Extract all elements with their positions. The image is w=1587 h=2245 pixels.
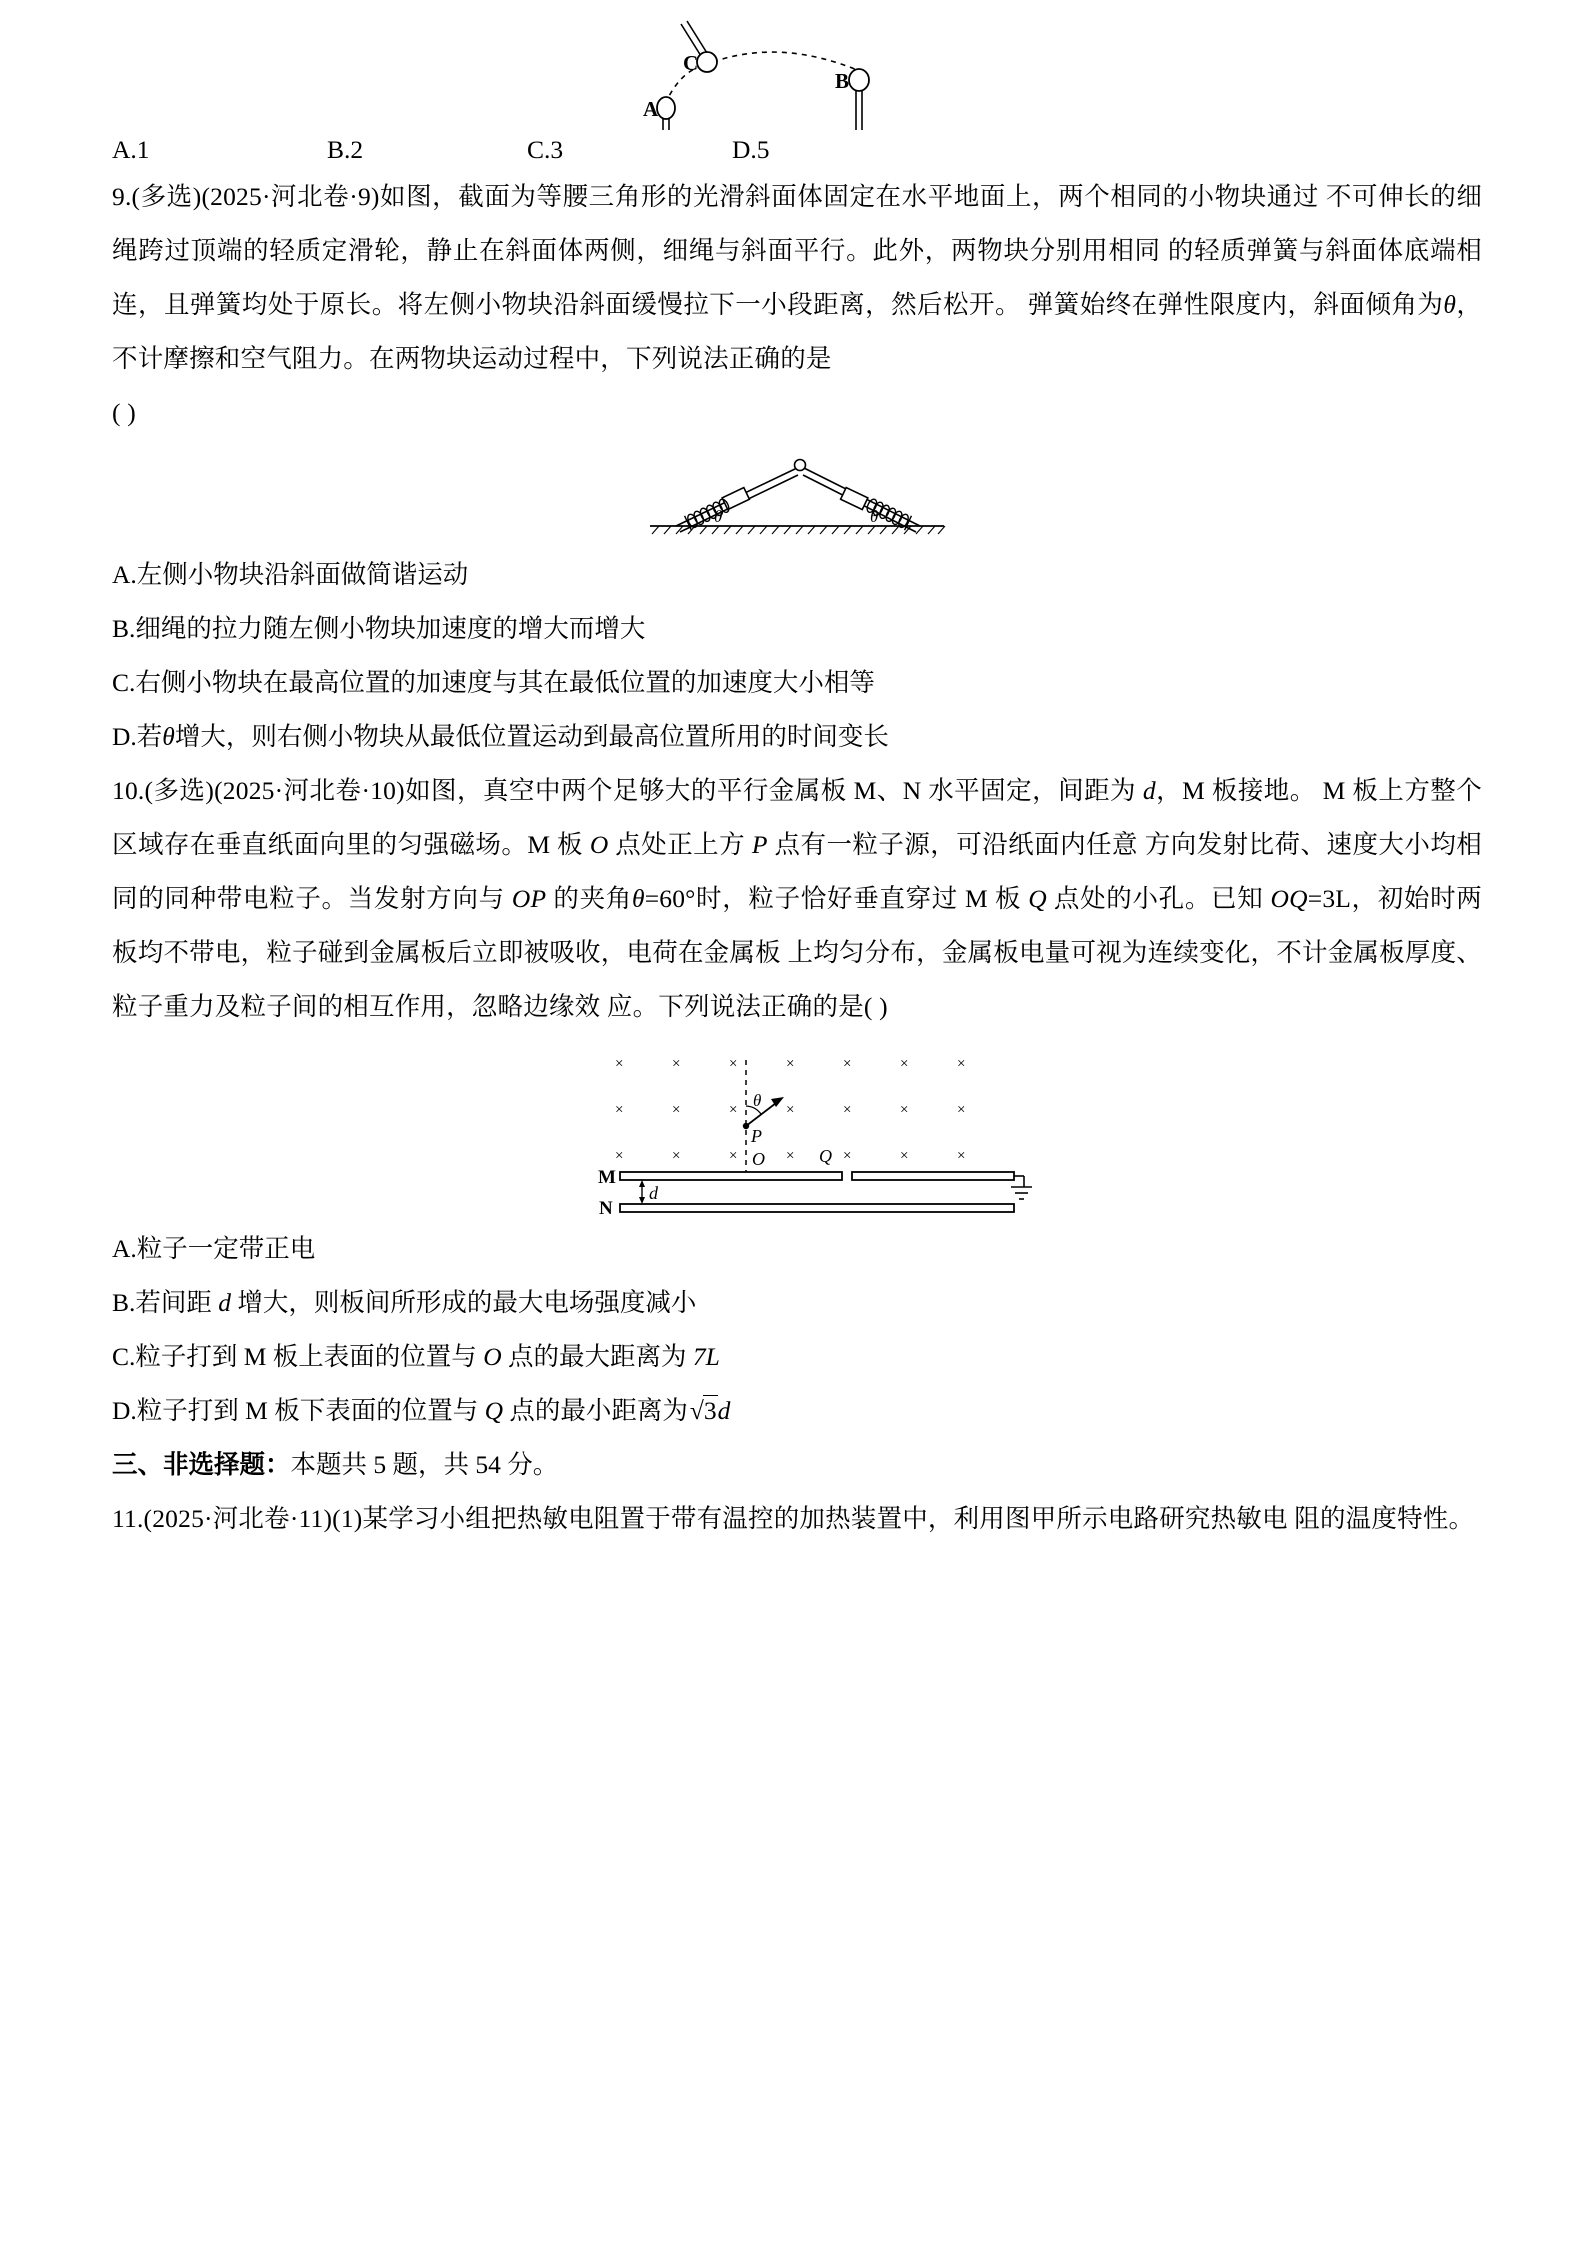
q10-line4-a: M 板	[965, 884, 1029, 913]
figure-velocity-arrow	[746, 1097, 784, 1126]
q9-answer-blank[interactable]: ( )	[112, 398, 136, 427]
svg-text:×: ×	[957, 1102, 966, 1118]
figure-magnetic-field-crosses	[615, 1056, 965, 1164]
page-content	[112, 0, 1482, 1546]
figure-parallel-plates	[562, 1044, 1032, 1214]
figure-plate-n-label: N	[599, 1198, 613, 1214]
q10-option-b[interactable]	[112, 1276, 1482, 1330]
q10-line1-pre: 如图，真空中两个足够大的平行金属板 M、N 水平固定，间距为	[404, 776, 1143, 805]
q10-line2-a: M 板上方整个区域存在垂直纸面向里的匀强磁场。M 板	[112, 776, 1482, 859]
figure-label-o: O	[752, 1149, 765, 1169]
q10-option-d-post: 点的最小距离为	[503, 1396, 688, 1425]
q9-source: (2025·河北卷·9)	[201, 182, 380, 211]
q10-line4-c: =3L，初始时两板均不带电，粒子碰到金属板后立即被吸收，电荷在金属板	[112, 884, 1483, 967]
svg-text:×: ×	[843, 1102, 852, 1118]
choice-d[interactable]: D.5	[732, 135, 770, 164]
q9-option-d-theta: θ	[162, 722, 175, 751]
figure-plate-m-right	[852, 1172, 1014, 1180]
q9-line2: 不可伸长的细绳跨过顶端的轻质定滑轮，静止在斜面体两侧，细绳与斜面平行。此外，两物块分别用相同	[112, 182, 1483, 265]
svg-text:×: ×	[786, 1102, 795, 1118]
q10-option-c-value: 7L	[692, 1342, 720, 1371]
q9-option-c[interactable]: C.右侧小物块在最高位置的加速度与其在最低位置的加速度大小相等	[112, 668, 875, 697]
q10-option-d-radical: √3	[689, 1396, 717, 1425]
svg-text:×: ×	[615, 1102, 624, 1118]
svg-text:×: ×	[672, 1148, 681, 1164]
q9-option-d[interactable]	[112, 710, 1482, 764]
q10-tag: (多选)	[144, 776, 215, 805]
q10-line2-c: 点有一粒子源，可沿纸面内任意	[767, 830, 1138, 859]
figure-gap-label: d	[649, 1183, 658, 1203]
figure-pendulum	[607, 12, 987, 130]
q10-line5: 上均匀分布，金属板电量可视为连续变化，不计金属板厚度、粒子重力及粒子间的相互作用，忽略边缘效	[112, 938, 1483, 1021]
svg-text:×: ×	[843, 1148, 852, 1164]
figure-inclined-plane	[632, 448, 962, 538]
q10-option-c-post: 点的最大距离为	[501, 1342, 693, 1371]
q10-d-symbol: d	[1142, 776, 1156, 805]
q10-line6: 应。下列说法正确的是( )	[606, 992, 888, 1021]
q11-number: 11.	[112, 1504, 144, 1533]
q9-tag: (多选)	[131, 182, 202, 211]
q10-p-symbol: P	[751, 830, 768, 859]
q9-line4-pre: 弹簧始终在弹性限度内，斜面倾角为	[1027, 290, 1444, 319]
q10-option-b-pre: B.若间距	[112, 1288, 219, 1317]
q10-number: 10.	[112, 776, 145, 805]
figure-label-p: P	[751, 1126, 762, 1146]
svg-text:×: ×	[957, 1148, 966, 1164]
figure-incline-angle-left: θ	[714, 507, 723, 526]
q10-option-d-value: d	[717, 1396, 731, 1425]
question-10-body	[112, 764, 1482, 1034]
q10-o-symbol: O	[589, 830, 609, 859]
q10-option-b-post: 增大，则板间所形成的最大电场强度减小	[231, 1288, 697, 1317]
q10-source: (2025·河北卷·10)	[214, 776, 405, 805]
choice-c[interactable]: C.3	[527, 135, 564, 164]
svg-text:×: ×	[615, 1148, 624, 1164]
q9-option-b[interactable]: B.细绳的拉力随左侧小物块加速度的增大而增大	[112, 614, 646, 643]
q11-part: (1)	[332, 1504, 363, 1533]
choice-a[interactable]: A.1	[112, 135, 150, 164]
q10-line2-b: 点处正上方	[608, 830, 752, 859]
q10-op-symbol: OP	[511, 884, 547, 913]
figure-pendulum-label-a: A	[643, 97, 659, 121]
figure-point-p-dot	[743, 1123, 749, 1129]
q10-oq-symbol: OQ	[1270, 884, 1308, 913]
svg-text:×: ×	[672, 1102, 681, 1118]
q9-option-a[interactable]: A.左侧小物块沿斜面做简谐运动	[112, 560, 469, 589]
q10-option-c-pre: C.粒子打到 M 板上表面的位置与	[112, 1342, 484, 1371]
svg-text:×: ×	[900, 1102, 909, 1118]
figure-plate-m-left	[620, 1172, 842, 1180]
svg-text:×: ×	[900, 1148, 909, 1164]
section-3-header	[112, 1438, 1482, 1492]
q9-theta-symbol: θ	[1443, 290, 1457, 319]
q10-line1-post: ，M 板接地。	[1155, 776, 1316, 805]
question-9-body	[112, 170, 1482, 386]
q10-theta-symbol: θ	[631, 884, 645, 913]
choice-b[interactable]: B.2	[327, 135, 364, 164]
section-3-title: 三、非选择题	[112, 1450, 266, 1479]
q10-line3-a: 方向发射比荷、速度大小均相同的同种带电粒子。当发射方向与	[112, 830, 1482, 913]
q9-number: 9.	[112, 182, 132, 211]
svg-text:×: ×	[729, 1102, 738, 1118]
svg-text:×: ×	[900, 1056, 909, 1072]
question-11-body	[112, 1492, 1482, 1546]
q10-line3-c: =60°时，粒子恰好垂直穿过	[644, 884, 958, 913]
section-3-description: 本题共 5 题，共 54 分。	[290, 1450, 559, 1479]
q10-option-d-radicand: 3	[703, 1396, 717, 1425]
q10-q-symbol: Q	[1028, 884, 1047, 913]
q11-line1: 某学习小组把热敏电阻置于带有温控的加热装置中，利用图甲所示电路研究热敏电	[362, 1504, 1288, 1533]
q11-source: (2025·河北卷·11)	[143, 1504, 333, 1533]
q10-option-b-symbol: d	[218, 1288, 232, 1317]
q9-option-d-prefix: D.若	[112, 722, 163, 751]
svg-text:×: ×	[729, 1056, 738, 1072]
q9-line1: 如图，截面为等腰三角形的光滑斜面体固定在水平地面上，两个相同的小物块通过	[379, 182, 1319, 211]
svg-text:×: ×	[615, 1056, 624, 1072]
q10-option-d-symbol: Q	[484, 1396, 504, 1425]
q11-line2: 阻的温度特性。	[1294, 1504, 1475, 1533]
figure-plate-m-label: M	[598, 1167, 616, 1188]
q9-line3: 的轻质弹簧与斜面体底端相连，且弹簧均处于原长。将左侧小物块沿斜面缓慢拉下一小段距离，然后松开。	[112, 236, 1483, 319]
figure-incline-angle-right: θ	[870, 507, 879, 526]
figure-plate-n	[620, 1204, 1014, 1212]
svg-text:×: ×	[786, 1056, 795, 1072]
svg-text:×: ×	[957, 1056, 966, 1072]
q10-option-d[interactable]	[112, 1384, 1482, 1438]
q10-option-a[interactable]: A.粒子一定带正电	[112, 1234, 316, 1263]
q9-line4-post: ，不计摩擦和空气阻力。在两物块运动过程中，下列说法正确的是	[112, 290, 1483, 373]
q10-line3-b: 的夹角	[546, 884, 632, 913]
svg-text:×: ×	[843, 1056, 852, 1072]
q9-option-d-suffix: 增大，则右侧小物块从最低位置运动到最高位置所用的时间变长	[174, 722, 889, 751]
svg-text:×: ×	[672, 1056, 681, 1072]
figure-angle-label: θ	[753, 1091, 762, 1110]
svg-text:×: ×	[786, 1148, 795, 1164]
figure-gap-dimension	[639, 1180, 645, 1204]
figure-label-q: Q	[819, 1146, 832, 1166]
figure-pendulum-label-b: B	[835, 69, 850, 93]
figure-pendulum-label-c: C	[683, 51, 699, 75]
q10-option-c-symbol: O	[483, 1342, 502, 1371]
q10-line4-b: 点处的小孔。已知	[1046, 884, 1271, 913]
q10-option-d-pre: D.粒子打到 M 板下表面的位置与	[112, 1396, 485, 1425]
q10-option-c[interactable]	[112, 1330, 1482, 1384]
choice-row-q8	[112, 130, 1482, 170]
section-3-colon: ：	[265, 1450, 291, 1479]
svg-text:×: ×	[729, 1148, 738, 1164]
